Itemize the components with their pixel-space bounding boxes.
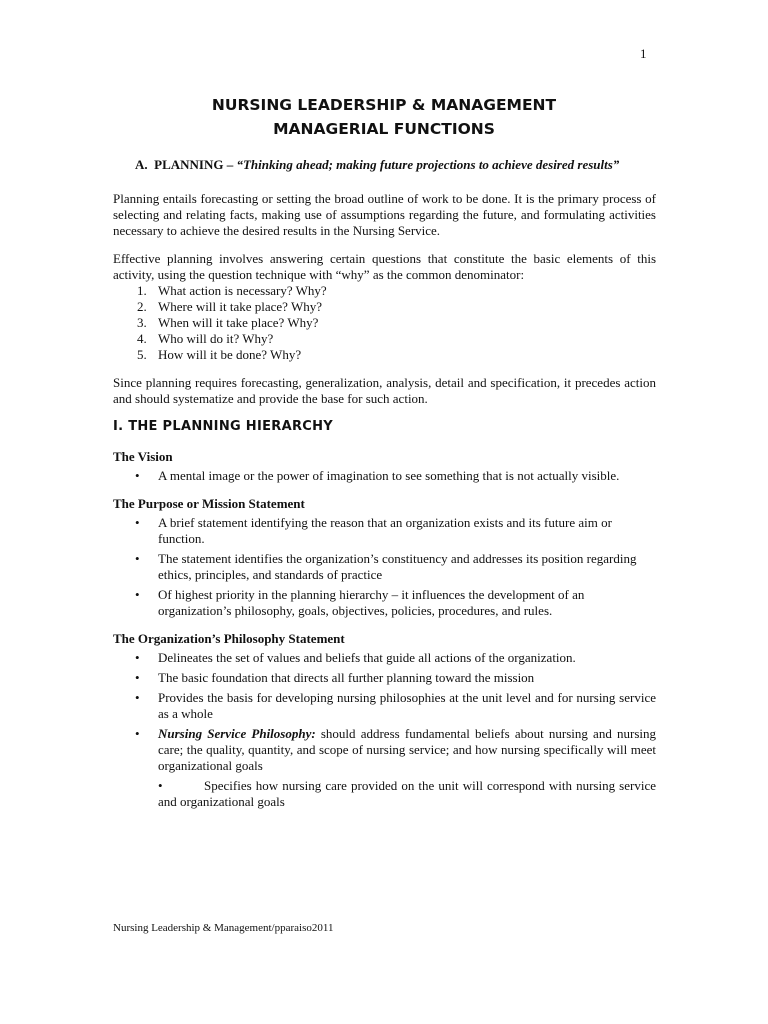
list-text: What action is necessary? Why? <box>158 283 327 298</box>
bullet-icon: • <box>135 670 140 685</box>
list-number: 2. <box>137 299 147 314</box>
mission-heading: The Purpose or Mission Statement <box>113 496 305 511</box>
section-a-quote: “Thinking ahead; making future projections to achieve desired results” <box>236 157 620 172</box>
list-item <box>113 283 656 299</box>
list-item <box>113 670 656 686</box>
section-a-dash: – <box>226 157 234 172</box>
bullet-icon: • <box>135 551 140 566</box>
list-text: A brief statement identifying the reason that an organization exists and its future aim or function. <box>158 515 612 546</box>
list-item-nursing-service-philosophy <box>113 726 656 774</box>
list-text: Delineates the set of values and beliefs that guide all actions of the organization. <box>158 650 576 665</box>
list-item <box>113 551 656 583</box>
bullet-icon: • <box>135 468 140 483</box>
list-text: Of highest priority in the planning hierarchy – it influences the development of an organization’s philosophy, goals, objectives, policies, procedures, and rules. <box>158 587 585 618</box>
question-list <box>113 283 656 363</box>
philosophy-heading: The Organization’s Philosophy Statement <box>113 631 345 646</box>
list-item <box>113 331 656 347</box>
list-item <box>113 347 656 363</box>
paragraph-planning-definition: Planning entails forecasting or setting the broad outline of work to be done. It is the primary process of selecting and relating facts, making use of assumptions regarding the future, and formulating activities necessary to achieve the desired results in the Nursing Service. <box>113 191 656 238</box>
list-item <box>113 690 656 722</box>
bullet-icon: • <box>135 726 140 741</box>
bullet-icon: • <box>135 650 140 665</box>
list-text: Provides the basis for developing nursing philosophies at the unit level and for nursing service as a whole <box>158 690 656 721</box>
list-number: 4. <box>137 331 147 346</box>
list-text: The basic foundation that directs all further planning toward the mission <box>158 670 535 685</box>
title-line-1: NURSING LEADERSHIP & MANAGEMENT <box>211 96 557 114</box>
list-number: 5. <box>137 347 147 362</box>
list-text: Specifies how nursing care provided on the unit will correspond with nursing service and organizational goals <box>158 778 656 809</box>
vision-list <box>113 468 656 484</box>
planning-hierarchy-heading: I. THE PLANNING HIERARCHY <box>113 419 334 434</box>
nursing-service-philosophy-label: Nursing Service Philosophy: <box>158 726 316 741</box>
bullet-icon: • <box>135 515 140 530</box>
list-item <box>113 468 656 484</box>
list-text: When will it take place? Why? <box>158 315 319 330</box>
list-text: A mental image or the power of imagination to see something that is not actually visible. <box>158 468 620 483</box>
list-number: 1. <box>137 283 147 298</box>
paragraph-effective-planning: Effective planning involves answering certain questions that constitute the basic elements of this activity, using the question technique with “why” as the common denominator: <box>113 251 656 282</box>
list-item <box>113 315 656 331</box>
bullet-icon: • <box>158 778 163 793</box>
mission-list <box>113 515 656 619</box>
list-item <box>113 650 656 666</box>
title-line-2: MANAGERIAL FUNCTIONS <box>273 120 495 138</box>
paragraph-since-planning: Since planning requires forecasting, generalization, analysis, detail and specification, it precedes action and should systematize and provide the base for such action. <box>113 375 656 406</box>
vision-heading: The Vision <box>113 449 173 464</box>
list-text: should address fundamental beliefs about nursing and nursing care; the quality, quantity, and scope of nursing service; and how nursing specifically will meet organizational goals <box>158 726 656 773</box>
philosophy-list <box>113 650 656 774</box>
bullet-icon: • <box>135 587 140 602</box>
section-a-heading <box>135 157 656 173</box>
section-a-marker: A. <box>135 157 148 172</box>
sub-list-item <box>158 778 656 810</box>
list-text: How will it be done? Why? <box>158 347 302 362</box>
list-text: The statement identifies the organization’s constituency and addresses its position regarding ethics, principles, and standards of practice <box>158 551 637 582</box>
list-item <box>113 299 656 315</box>
list-text: Where will it take place? Why? <box>158 299 322 314</box>
list-text: Who will do it? Why? <box>158 331 274 346</box>
section-a-label: PLANNING <box>154 157 224 172</box>
page-footer: Nursing Leadership & Management/pparaiso2011 <box>113 922 334 934</box>
list-item <box>113 587 656 619</box>
document-body <box>113 157 656 810</box>
bullet-icon: • <box>135 690 140 705</box>
document-title <box>0 93 768 141</box>
list-number: 3. <box>137 315 147 330</box>
page-number: 1 <box>640 46 647 61</box>
list-item <box>113 515 656 547</box>
